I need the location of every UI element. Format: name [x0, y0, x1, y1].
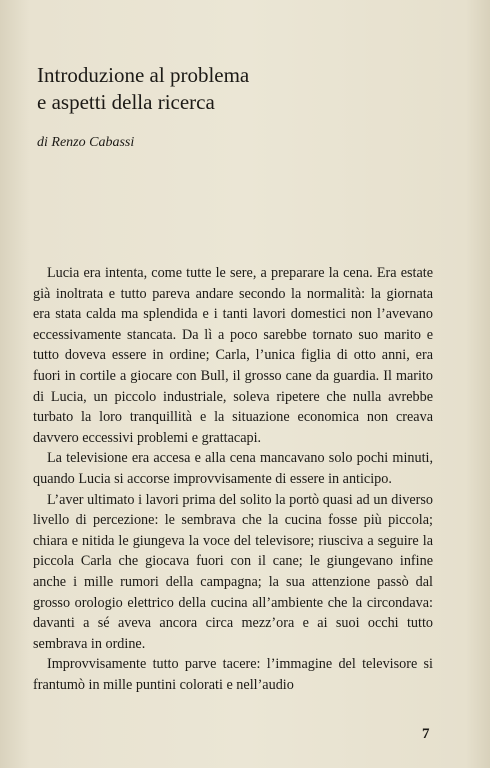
paragraph: L’aver ultimato i lavori prima del solito la portò quasi ad un diverso livello di percezione: le sembrava che la cucina fosse più piccola; chiara e nitida le giungeva la voce del televisore; riusciva a seguire la piccola Carla che giocava fuori con il cane; le giungevano infine anche i mille rumori della campagna; la sua attenzione passò dal grosso orologio elettrico della cucina all’ambiente che la circondava: davanti a sé aveva ancora circa mezz’ora e ai suoi occhi tutto sembrava in ordine. [33, 491, 433, 652]
chapter-title-line-2: e aspetti della ricerca [37, 90, 215, 114]
paragraph: La televisione era accesa e alla cena mancavano solo pochi minuti, quando Lucia si accorse improvvisamente di essere in anticipo. [33, 450, 433, 487]
chapter-author: di Renzo Cabassi [37, 135, 135, 150]
body-text [33, 263, 433, 695]
paragraph: Improvvisamente tutto parve tacere: l’immagine del televisore si frantumò in mille puntini colorati e nell’audio [33, 656, 433, 693]
paragraph: Lucia era intenta, come tutte le sere, a preparare la cena. Era estate già inoltrata e tutto pareva andare secondo la normalità: la giornata era stata calda ma splendida e i tanti lavori domestici non l’avevano eccessivamente stancata. Da lì a poco sarebbe tornato suo marito e tutto doveva essere in ordine; Carla, l’unica figlia di otto anni, era fuori in cortile a giocare con Bull, il grosso cane da guardia. Il marito di Lucia, un piccolo industriale, soleva ripetere che nulla avrebbe turbato la loro tranquillità e la situazione economica non creava davvero eccessivi problemi e grattacapi. [33, 265, 433, 446]
chapter-title-line-1: Introduzione al problema [37, 63, 250, 87]
chapter-title [37, 62, 457, 116]
page-number: 7 [422, 726, 430, 742]
